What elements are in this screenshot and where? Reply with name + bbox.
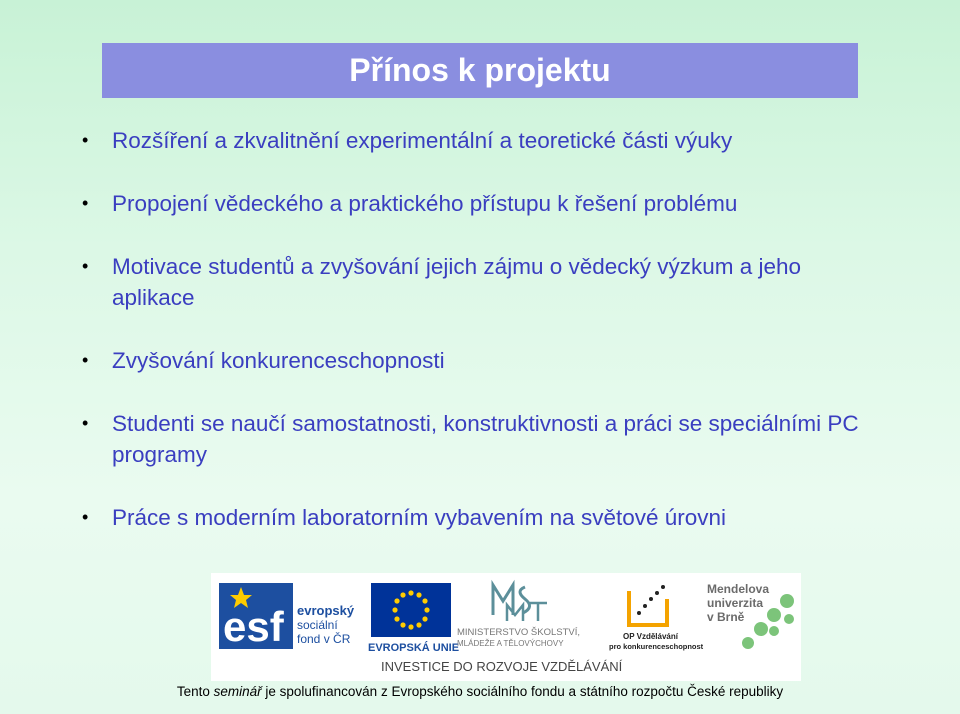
eu-flag-icon	[368, 583, 459, 654]
investment-banner: INVESTICE DO ROZVOJE VZDĚLÁVÁNÍ	[381, 659, 623, 674]
eu-label: EVROPSKÁ UNIE	[368, 642, 460, 654]
bullet-dot-icon: •	[82, 413, 89, 433]
bullet-dot-icon: •	[82, 130, 89, 150]
bullet-item: • Studenti se naučí samostatnosti, konstruktivnosti a práci se speciálními PC programy	[80, 408, 880, 470]
op-label-1: OP Vzdělávání	[623, 632, 678, 641]
mendel-label-1: Mendelova	[707, 582, 770, 596]
bullet-item: • Rozšíření a zkvalitnění experimentální a teoretické části výuky	[80, 125, 880, 156]
mendel-label-3: v Brně	[707, 610, 745, 624]
op-label-2: pro konkurenceschopnost	[609, 642, 704, 651]
mendel-logo-icon	[707, 582, 794, 649]
bullet-dot-icon: •	[82, 350, 89, 370]
bullet-dot-icon: •	[82, 256, 89, 276]
svg-text:esf: esf	[223, 603, 284, 650]
bullet-item: • Propojení vědeckého a praktického přístupu k řešení problému	[80, 188, 880, 219]
esf-label-3: fond v ČR	[297, 632, 351, 646]
esf-label-2: sociální	[297, 618, 338, 632]
esf-logo-icon	[219, 583, 355, 650]
bullet-item: • Práce s moderním laboratorním vybavením na světové úrovni	[80, 502, 880, 533]
bullet-dot-icon: •	[82, 507, 89, 527]
mendel-label-2: univerzita	[707, 596, 764, 610]
op-logo-icon	[609, 585, 704, 651]
footer-note: Tento seminář je spolufinancován z Evropského sociálního fondu a státního rozpočtu České republiky	[176, 684, 784, 699]
title-bar	[102, 43, 858, 98]
bullet-dot-icon: •	[82, 193, 89, 213]
logo-strip	[211, 573, 801, 681]
bullet-item: • Zvyšování konkurenceschopnosti	[80, 345, 880, 376]
bullet-list	[80, 125, 880, 565]
slide-title: Přínos k projektu	[349, 52, 611, 88]
msmt-logo-icon	[457, 585, 580, 648]
esf-label-1: evropský	[297, 603, 355, 618]
msmt-label-2: MLÁDEŽE A TĚLOVÝCHOVY	[457, 639, 564, 648]
bullet-item: • Motivace studentů a zvyšování jejich zájmu o vědecký výzkum a jeho aplikace	[80, 251, 880, 313]
msmt-label-1: MINISTERSTVO ŠKOLSTVÍ,	[457, 627, 580, 638]
